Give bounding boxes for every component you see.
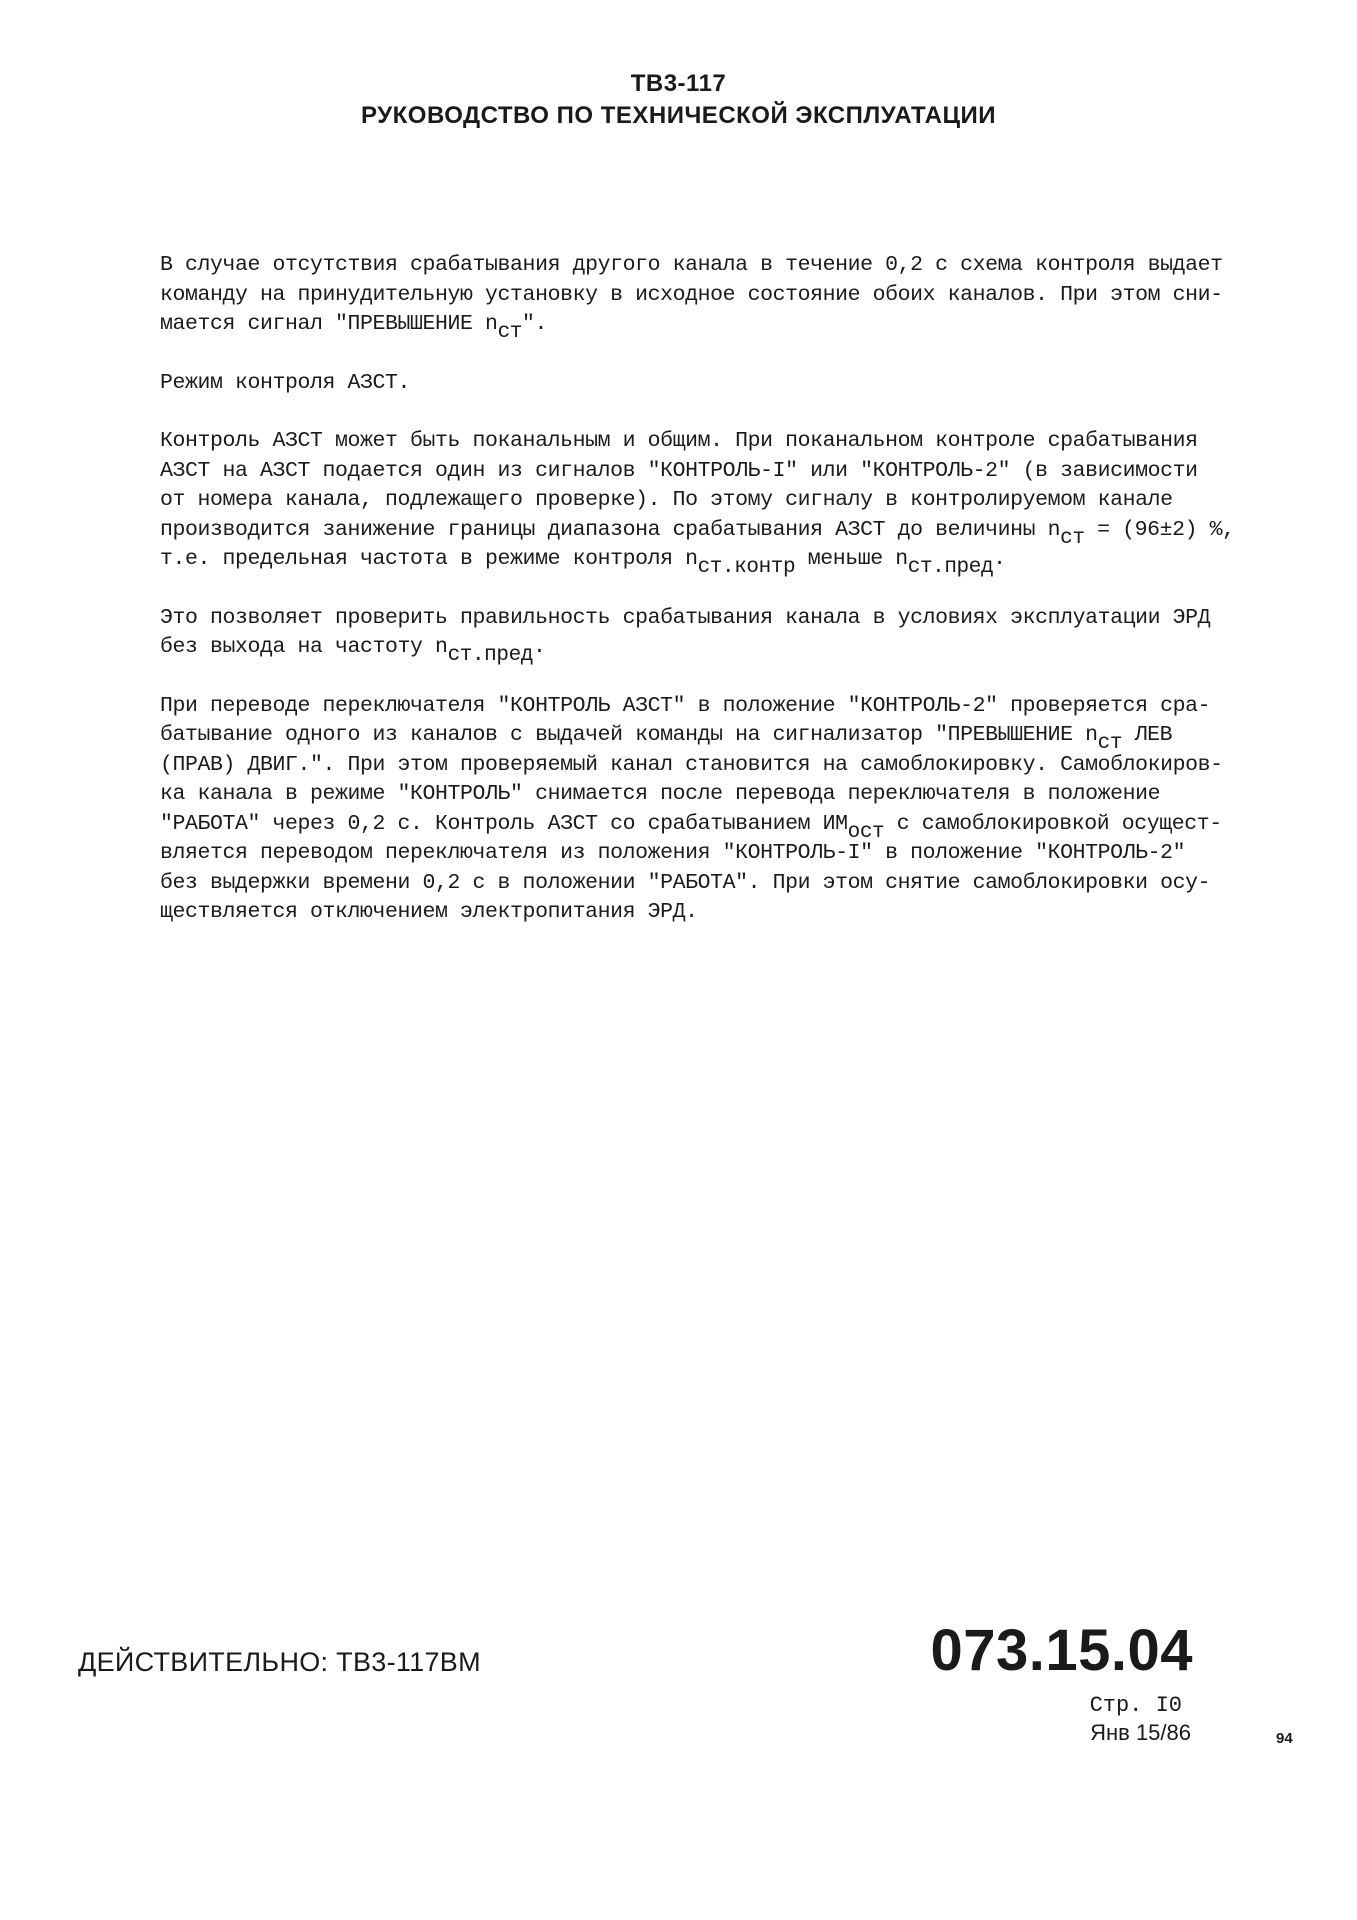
text-line [160,545,1180,579]
text-run: = (96±2) %, [1084,517,1235,542]
subscript: ост [847,820,885,844]
text-run: батывание одного из каналов с выдачей команды на сигнализатор "ПРЕВЫШЕНИЕ n [160,723,1098,747]
text-line: команду на принудительную установку в исходное состояние обоих каналов. При этом сни- [160,282,1223,307]
subscript: ст [497,321,522,344]
text-line: ка канала в режиме "КОНТРОЛЬ" снимается после перевода переключателя в положение [160,782,1161,806]
subscript: ст.контр [697,556,796,579]
text-line: Это позволяет проверить правильность срабатывания канала в условиях эксплуатации ЭРД [160,605,1211,630]
page-header [0,68,1357,132]
subscript: ст.пред [447,644,533,667]
subscript: ст.пред [907,556,994,579]
document-number: 073.15.04 [930,1618,1193,1683]
text-run: . [532,635,546,659]
text-line [160,310,1180,344]
text-run: "РАБОТА" через 0,2 с. Контроль АЗСТ со срабатыванием ИМ [160,811,848,836]
subscript: ст [1097,732,1123,755]
document-title: ТВ3-117 [630,70,727,97]
text-run: т.е. предельная частота в режиме контроля n [160,547,698,571]
sheet-number: 94 [1276,1730,1293,1747]
text-run: мается сигнал "ПРЕВЫШЕНИЕ n [160,312,498,336]
paragraph-2 [160,369,1180,399]
text-line: При переводе переключателя "КОНТРОЛЬ АЗСТ" в положение "КОНТРОЛЬ-2" проверяется сра- [160,693,1211,718]
paragraph-1 [160,251,1223,344]
text-run: меньше n [795,547,908,571]
text-line: (ПРАВ) ДВИГ.". При этом проверяемый канал становится на самоблокировку. Самоблокиров- [160,752,1223,777]
paragraph-4 [160,604,1211,667]
text-line: ществляется отключением электропитания ЭРД. [160,900,698,924]
revision-date: Янв 15/86 [1090,1720,1191,1745]
text-run: ". [521,312,547,336]
paragraph-5 [160,692,1223,928]
document-subtitle: РУКОВОДСТВО ПО ТЕХНИЧЕСКОЙ ЭКСПЛУАТАЦИИ [361,102,996,129]
text-run: с самоблокировкой осущест- [884,811,1222,836]
text-line: В случае отсутствия срабатывания другого канала в течение 0,2 с схема контроля выдает [160,253,1223,277]
text-line: Контроль АЗСТ может быть поканальным и общим. При поканальном контроле срабатывания [160,429,1198,453]
page-number: Стр. I0 [1089,1693,1182,1718]
text-line: вляется переводом переключателя из положения "КОНТРОЛЬ-I" в положение "КОНТРОЛЬ-2" [160,841,1186,865]
text-line: без выдержки времени 0,2 с в положении "РАБОТА". При этом снятие самоблокировки осу- [160,870,1211,895]
text-run: без выхода на частоту n [160,635,448,659]
body-text [160,251,1235,957]
text-run: ЛЕВ [1122,723,1173,747]
paragraph-3 [160,427,1235,579]
text-line: АЗСТ на АЗСТ подается один из сигналов "КОНТРОЛЬ-I" или "КОНТРОЛЬ-2" (в зависимости [160,458,1198,483]
text-line [160,721,1180,755]
section-heading: Режим контроля АЗСТ. [160,370,411,395]
subscript: ст [1060,526,1085,550]
text-line: от номера канала, подлежащего проверке). По этому сигналу в контролируемом канале [160,488,1173,512]
text-run: . [993,547,1006,571]
text-line [160,810,1222,844]
text-run: производится занижение границы диапазона срабатывания АЗСТ до величины n [160,517,1061,542]
effectivity-label: ДЕЙСТВИТЕЛЬНО: ТВ3-117ВМ [78,1647,481,1677]
text-line [160,516,1235,550]
text-line [160,633,1180,667]
